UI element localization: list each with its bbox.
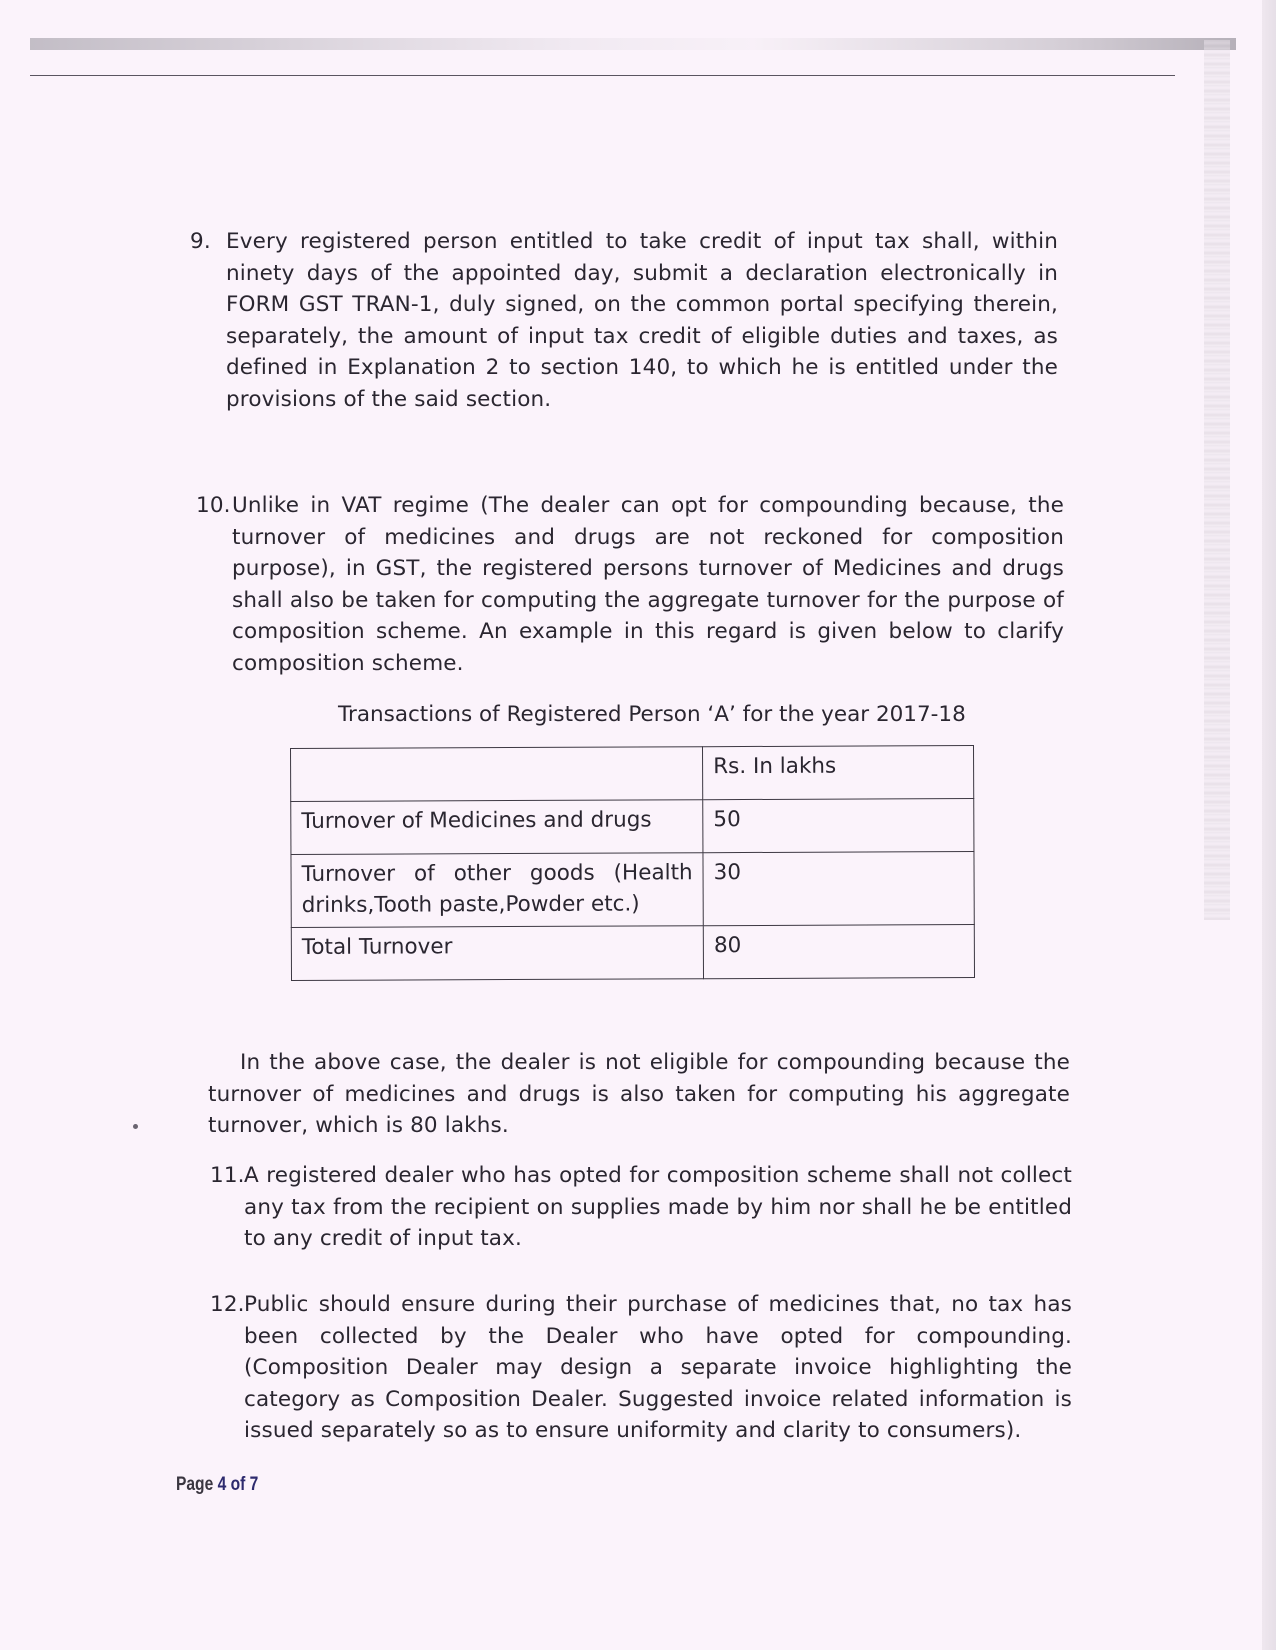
page-label: Page xyxy=(176,1474,214,1495)
page-of-label: of xyxy=(230,1474,246,1495)
table-row xyxy=(291,925,974,981)
page-current: 4 xyxy=(217,1474,227,1495)
scan-artifact-top xyxy=(30,38,1236,50)
table-header-cell: Rs. In lakhs xyxy=(703,746,974,800)
item-text: Every registered person entitled to take credit of input tax shall, within ninety days of the appointed day, submit a declaration electronically in FORM GST TRAN-1, duly signed, on the common portal specifying therein, separately, the amount of input tax credit of eligible duties and taxes, as defined in Explanation 2 to section 140, to which he is entitled under the provisions of the said section. xyxy=(226,229,1058,412)
table-caption: Transactions of Registered Person ‘A’ for the year 2017-18 xyxy=(338,702,966,727)
explanation-text: In the above case, the dealer is not eligible for compounding because the turnover of medicines and drugs is also taken for computing his aggregate turnover, which is 80 lakhs. xyxy=(208,1050,1070,1138)
table-cell: 80 xyxy=(703,925,974,979)
transactions-table xyxy=(290,745,975,981)
page-total: 7 xyxy=(249,1474,259,1495)
scan-artifact-edge xyxy=(1262,0,1276,1650)
table-header-cell xyxy=(291,747,703,802)
table-cell: 50 xyxy=(703,799,974,853)
table-cell: 30 xyxy=(703,852,974,926)
list-item-12 xyxy=(210,1289,1072,1447)
list-item-9 xyxy=(190,226,1058,415)
table-cell: Turnover of other goods (Health drinks,Tooth paste,Powder etc.) xyxy=(291,853,703,928)
header-rule xyxy=(30,75,1175,76)
scan-speck xyxy=(133,1124,138,1129)
table-cell: Turnover of Medicines and drugs xyxy=(291,800,703,855)
scan-artifact-right xyxy=(1204,40,1230,920)
table-row xyxy=(291,799,974,855)
item-number: 11. xyxy=(210,1163,245,1188)
item-number: 10. xyxy=(196,493,231,518)
item-text: A registered dealer who has opted for composition scheme shall not collect any tax from the recipient on supplies made by him nor shall he be entitled to any credit of input tax. xyxy=(244,1163,1072,1251)
table-header-row xyxy=(291,746,974,802)
table-row xyxy=(291,852,974,928)
item-text: Public should ensure during their purchase of medicines that, no tax has been collected by the Dealer who have opted for compounding. (Composition Dealer may design a separate invoice highlighting the category as Composition Dealer. Suggested invoice related information is issued separately so as to ensure uniformity and clarity to consumers). xyxy=(244,1292,1072,1443)
page-footer xyxy=(176,1474,258,1496)
table-cell: Total Turnover xyxy=(291,926,703,981)
item-number: 12. xyxy=(210,1292,245,1317)
list-item-10 xyxy=(196,490,1064,679)
list-item-11 xyxy=(210,1160,1072,1255)
item-number: 9. xyxy=(190,229,211,254)
explanation-paragraph xyxy=(208,1047,1070,1142)
item-text: Unlike in VAT regime (The dealer can opt for compounding because, the turnover of medicines and drugs are not reckoned for composition purpose), in GST, the registered persons turnover of Medicines and drugs shall also be taken for computing the aggregate turnover for the purpose of composition scheme. An example in this regard is given below to clarify composition scheme. xyxy=(232,493,1064,676)
